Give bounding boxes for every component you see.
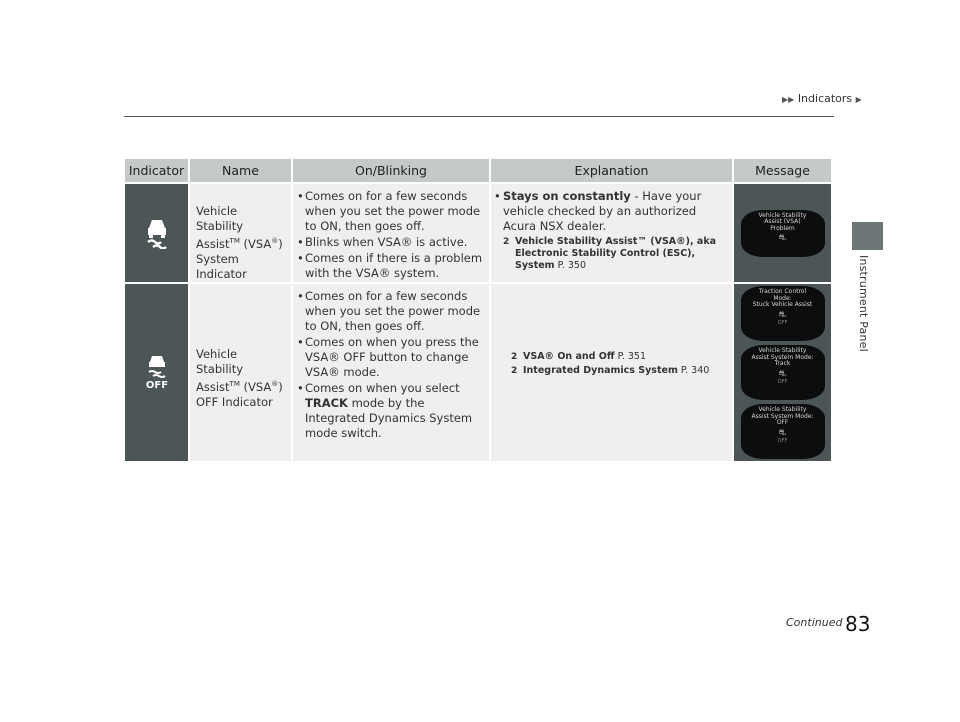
section-tab	[852, 222, 883, 250]
breadcrumb-arrow-icon: ▶▶	[782, 95, 795, 104]
cross-reference[interactable]: 2 Integrated Dynamics System P. 340	[511, 365, 710, 376]
explanation-cell	[491, 184, 732, 282]
on-blinking-cell	[293, 184, 489, 282]
continued-label: Continued	[786, 616, 843, 629]
message-cell	[734, 184, 831, 282]
indicator-name: Vehicle Stability Assist™ (VSA®) System Indicator	[196, 204, 283, 281]
vsa-car-icon: ⛐	[778, 309, 787, 320]
message-display: Vehicle Stability Assist (VSA) Problem ⛐	[741, 210, 825, 257]
vsa-car-icon: ⛐	[778, 368, 787, 379]
col-on-blinking: On/Blinking	[293, 159, 489, 182]
list-item: • Comes on when you press the VSA® OFF button to change VSA® mode.	[305, 335, 485, 380]
vsa-off-icon	[142, 353, 172, 389]
message-display: Vehicle Stability Assist System Mode: Track ⛐ OFF	[741, 345, 825, 400]
col-message: Message	[734, 159, 831, 182]
message-display: Vehicle Stability Assist System Mode: OFF ⛐ OFF	[741, 404, 825, 459]
table-header-row	[125, 159, 831, 182]
breadcrumb	[782, 92, 862, 105]
page-number: 83	[845, 612, 871, 636]
cross-reference[interactable]: 2 Vehicle Stability Assist™ (VSA®), aka Electronic Stability Control (ESC), System P. 350	[503, 236, 717, 271]
col-explanation: Explanation	[491, 159, 732, 182]
indicator-name: Vehicle Stability Assist™ (VSA®) OFF Indicator	[196, 347, 283, 409]
list-item: • Comes on for a few seconds when you set the power mode to ON, then goes off.	[305, 289, 485, 334]
on-blinking-cell	[293, 284, 489, 461]
cross-reference[interactable]: 2 VSA® On and Off P. 351	[511, 351, 647, 362]
vsa-car-icon: ⛐	[778, 427, 787, 438]
explanation-text: • Stays on constantly - Have your vehicle checked by an authorized Acura NSX dealer. 2 Vehicle Stability Assist™ (VSA®), aka Electronic Stability Control (ESC), System P. 350	[491, 184, 732, 272]
indicator-table	[123, 157, 833, 463]
list-item: • Blinks when VSA® is active.	[305, 235, 485, 250]
vsa-car-icon: ⛐	[778, 233, 787, 243]
table-row	[125, 184, 831, 282]
explanation-cell	[491, 284, 732, 461]
header-rule	[124, 116, 834, 117]
reference-arrow-icon: 2	[511, 352, 518, 362]
vsa-indicator-cell	[125, 184, 188, 282]
name-cell	[190, 284, 291, 461]
col-indicator: Indicator	[125, 159, 188, 182]
section-label: Instrument Panel	[857, 255, 870, 352]
svg-text:OFF: OFF	[145, 380, 168, 389]
vsa-off-indicator-cell	[125, 284, 188, 461]
table-row	[125, 284, 831, 461]
message-cell	[734, 284, 831, 461]
list-item: • Comes on for a few seconds when you set the power mode to ON, then goes off.	[305, 189, 485, 234]
breadcrumb-arrow-icon: ▶	[855, 95, 862, 104]
message-display: Traction Control Mode: Stuck Vehicle Assist ⛐ OFF	[741, 286, 825, 341]
breadcrumb-label: Indicators	[797, 92, 853, 105]
reference-arrow-icon: 2	[511, 366, 518, 376]
reference-arrow-icon: 2	[503, 237, 510, 247]
list-item: • Comes on when you select TRACK mode by the Integrated Dynamics System mode switch.	[305, 381, 485, 441]
name-cell	[190, 184, 291, 282]
col-name: Name	[190, 159, 291, 182]
vsa-car-icon	[142, 215, 172, 249]
list-item: • Comes on if there is a problem with the VSA® system.	[305, 251, 485, 281]
